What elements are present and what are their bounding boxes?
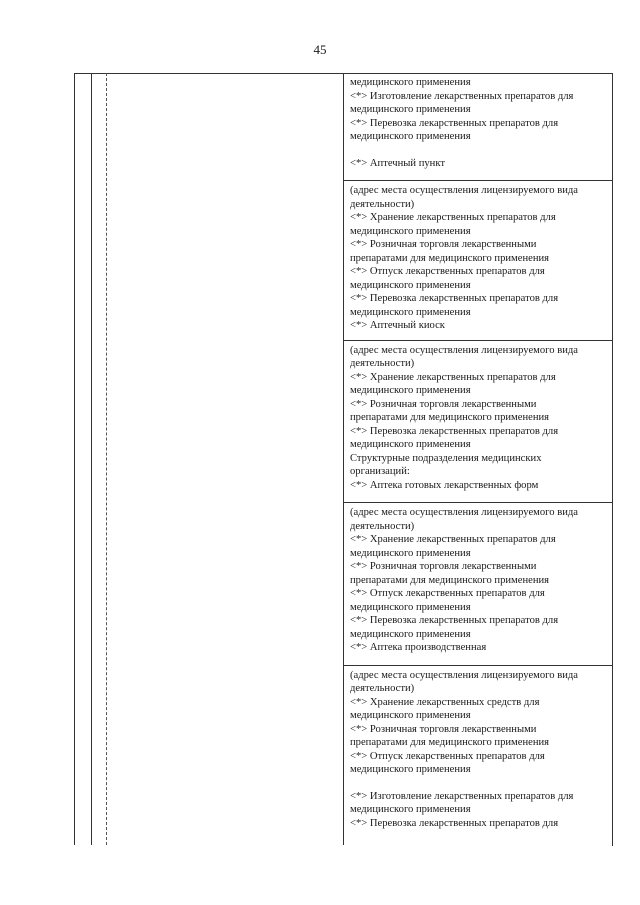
text-line: медицинского применения bbox=[350, 547, 471, 559]
text-line: (адрес места осуществления лицензируемого вида bbox=[350, 185, 578, 196]
table-border-left bbox=[74, 73, 75, 845]
text-line: Структурные подразделения медицинских bbox=[350, 452, 542, 464]
text-line: деятельности) bbox=[350, 358, 415, 369]
text-line: <*> Хранение лекарственных препаратов для bbox=[350, 212, 556, 223]
license-activity-column bbox=[344, 73, 612, 830]
text-line: препаратами для медицинского применения bbox=[350, 412, 550, 423]
text-line: <*> Хранение лекарственных препаратов для bbox=[350, 534, 556, 545]
text-line: <*> Отпуск лекарственных препаратов для bbox=[350, 588, 545, 599]
text-line: препаратами для медицинского применения bbox=[350, 737, 550, 748]
table-column-divider bbox=[106, 73, 107, 845]
text-line: <*> Перевозка лекарственных препаратов для bbox=[350, 293, 559, 304]
text-line: деятельности) bbox=[350, 198, 415, 210]
text-line: медицинского применения bbox=[350, 385, 471, 396]
table-column-divider bbox=[91, 73, 92, 845]
text-line: <*> Аптека готовых лекарственных форм bbox=[350, 479, 539, 491]
text-line: (адрес места осуществления лицензируемого вида bbox=[350, 507, 578, 518]
text-line: медицинского применения bbox=[350, 439, 471, 450]
text-line: <*> Аптечный киоск bbox=[350, 320, 445, 331]
text-line: медицинского применения bbox=[350, 710, 471, 721]
text-line: организаций: bbox=[350, 466, 410, 477]
text-line: препаратами для медицинского применения bbox=[350, 252, 550, 264]
blank-line bbox=[350, 144, 606, 157]
text-line: <*> Перевозка лекарственных препаратов для bbox=[350, 117, 559, 129]
text-line: <*> Перевозка лекарственных препаратов для bbox=[350, 615, 559, 626]
text-line: медицинского применения bbox=[350, 764, 471, 775]
text-line: медицинского применения bbox=[350, 279, 471, 291]
blank-line bbox=[350, 777, 606, 790]
page-number: 45 bbox=[313, 42, 327, 57]
text-line: <*> Розничная торговля лекарственными bbox=[350, 723, 537, 735]
text-line: <*> Изготовление лекарственных препаратов для bbox=[350, 790, 574, 802]
text-line: медицинского применения bbox=[350, 104, 471, 115]
text-line: <*> Аптечный пункт bbox=[350, 157, 445, 169]
text-line: (адрес места осуществления лицензируемого вида bbox=[350, 344, 578, 356]
text-line: <*> Изготовление лекарственных препаратов для bbox=[350, 90, 574, 102]
text-line: <*> Хранение лекарственных препаратов для bbox=[350, 371, 556, 383]
text-line: препаратами для медицинского применения bbox=[350, 574, 550, 586]
text-line: <*> Перевозка лекарственных препаратов для bbox=[350, 817, 559, 829]
text-line: <*> Розничная торговля лекарственными bbox=[350, 239, 537, 250]
text-line: (адрес места осуществления лицензируемого вида bbox=[350, 669, 578, 681]
address-section bbox=[344, 73, 612, 180]
text-line: медицинского применения bbox=[350, 601, 471, 613]
text-line: <*> Аптека производственная bbox=[350, 642, 487, 653]
address-section bbox=[344, 666, 612, 831]
text-line: медицинского применения bbox=[350, 131, 471, 142]
text-line: медицинского применения bbox=[350, 628, 471, 640]
text-line: деятельности) bbox=[350, 683, 415, 694]
text-line: медицинского применения bbox=[350, 225, 471, 237]
text-line: медицинского применения bbox=[350, 306, 471, 318]
text-line: <*> Отпуск лекарственных препаратов для bbox=[350, 750, 545, 762]
text-line: <*> Розничная торговля лекарственными bbox=[350, 561, 537, 572]
text-line: <*> Отпуск лекарственных препаратов для bbox=[350, 266, 545, 277]
address-section bbox=[344, 503, 612, 665]
text-line: <*> Розничная торговля лекарственными bbox=[350, 398, 537, 410]
text-line: <*> Хранение лекарственных средств для bbox=[350, 696, 540, 708]
address-section bbox=[344, 341, 612, 503]
text-line: деятельности) bbox=[350, 520, 415, 532]
address-section bbox=[344, 181, 612, 340]
text-line: медицинского применения bbox=[350, 77, 471, 88]
text-line: <*> Перевозка лекарственных препаратов для bbox=[350, 425, 559, 437]
text-line: медицинского применения bbox=[350, 804, 471, 815]
